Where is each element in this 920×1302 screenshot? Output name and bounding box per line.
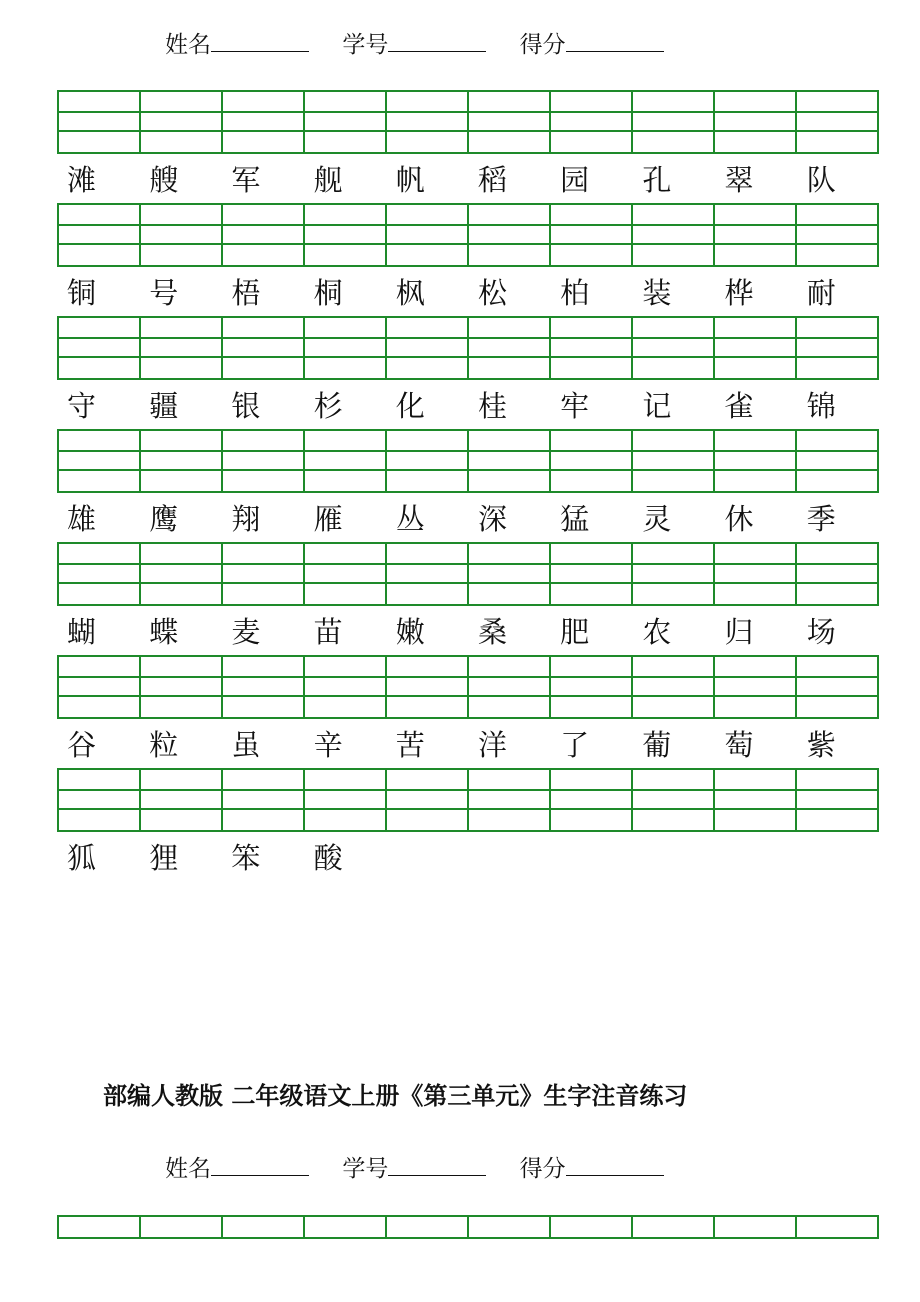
hanzi-character: 园 — [560, 163, 590, 197]
hanzi-character: 翔 — [231, 502, 261, 536]
pinyin-cell[interactable] — [633, 1217, 715, 1237]
pinyin-cell[interactable] — [59, 92, 141, 152]
hanzi-character: 艘 — [149, 163, 179, 197]
pinyin-cell[interactable] — [305, 657, 387, 717]
hanzi-character: 守 — [67, 389, 97, 423]
pinyin-cell[interactable] — [633, 205, 715, 265]
hanzi-character: 翠 — [724, 163, 754, 197]
hanzi-character: 锦 — [806, 389, 836, 423]
character-row-7 — [57, 838, 879, 878]
hanzi-character: 柏 — [560, 276, 590, 310]
score-field-2[interactable]: 得分 — [520, 1150, 664, 1183]
pinyin-cell[interactable] — [715, 657, 797, 717]
hanzi-character: 麦 — [231, 615, 261, 649]
name-field-2[interactable]: 姓名 — [165, 1150, 309, 1183]
hanzi-character: 桑 — [477, 615, 507, 649]
pinyin-cell[interactable] — [305, 205, 387, 265]
pinyin-cell[interactable] — [141, 1217, 223, 1237]
character-row-2 — [57, 273, 879, 313]
student-number-field[interactable]: 学号 — [342, 26, 486, 59]
pinyin-cell[interactable] — [223, 205, 305, 265]
pinyin-cell[interactable] — [469, 318, 551, 378]
pinyin-cell[interactable] — [59, 1217, 141, 1237]
hanzi-character: 虽 — [231, 728, 261, 762]
pinyin-grid-5 — [57, 542, 879, 606]
pinyin-cell[interactable] — [715, 770, 797, 830]
hanzi-character: 萄 — [724, 728, 754, 762]
hanzi-character: 蝴 — [67, 615, 97, 649]
pinyin-cell[interactable] — [223, 1217, 305, 1237]
hanzi-character: 枫 — [395, 276, 425, 310]
pinyin-cell[interactable] — [305, 318, 387, 378]
score-field[interactable]: 得分 — [520, 26, 664, 59]
pinyin-cell[interactable] — [797, 431, 877, 491]
pinyin-cell[interactable] — [305, 92, 387, 152]
pinyin-cell[interactable] — [387, 770, 469, 830]
pinyin-cell[interactable] — [797, 1217, 877, 1237]
pinyin-cell[interactable] — [59, 318, 141, 378]
hanzi-character: 场 — [806, 615, 836, 649]
student-info-top — [165, 26, 765, 56]
hanzi-character: 辛 — [313, 728, 343, 762]
pinyin-cell[interactable] — [387, 318, 469, 378]
pinyin-cell[interactable] — [551, 544, 633, 604]
hanzi-character: 梧 — [231, 276, 261, 310]
pinyin-cell[interactable] — [387, 1217, 469, 1237]
hanzi-character: 季 — [806, 502, 836, 536]
hanzi-character: 化 — [395, 389, 425, 423]
pinyin-cell[interactable] — [141, 205, 223, 265]
pinyin-cell[interactable] — [223, 770, 305, 830]
hanzi-character: 孔 — [642, 163, 672, 197]
character-row-5 — [57, 612, 879, 652]
pinyin-cell[interactable] — [797, 92, 877, 152]
character-row-3 — [57, 386, 879, 426]
pinyin-cell[interactable] — [551, 431, 633, 491]
hanzi-character: 谷 — [67, 728, 97, 762]
pinyin-cell[interactable] — [141, 318, 223, 378]
hanzi-character: 号 — [149, 276, 179, 310]
pinyin-cell[interactable] — [633, 92, 715, 152]
pinyin-cell[interactable] — [387, 205, 469, 265]
hanzi-character: 休 — [724, 502, 754, 536]
hanzi-character: 牢 — [560, 389, 590, 423]
pinyin-cell[interactable] — [469, 431, 551, 491]
hanzi-character: 粒 — [149, 728, 179, 762]
pinyin-cell[interactable] — [387, 544, 469, 604]
pinyin-cell[interactable] — [469, 770, 551, 830]
pinyin-grid-4 — [57, 429, 879, 493]
pinyin-grid-next-page — [57, 1215, 879, 1239]
hanzi-character: 稻 — [477, 163, 507, 197]
hanzi-character: 桐 — [313, 276, 343, 310]
pinyin-cell[interactable] — [305, 544, 387, 604]
pinyin-grid-2 — [57, 203, 879, 267]
pinyin-cell[interactable] — [469, 1217, 551, 1237]
pinyin-grid-3 — [57, 316, 879, 380]
pinyin-cell[interactable] — [469, 657, 551, 717]
pinyin-cell[interactable] — [633, 318, 715, 378]
hanzi-character: 铜 — [67, 276, 97, 310]
hanzi-character: 雁 — [313, 502, 343, 536]
pinyin-cell[interactable] — [715, 205, 797, 265]
pinyin-cell[interactable] — [551, 92, 633, 152]
hanzi-character: 松 — [477, 276, 507, 310]
pinyin-cell[interactable] — [551, 318, 633, 378]
hanzi-character: 雄 — [67, 502, 97, 536]
hanzi-character: 桦 — [724, 276, 754, 310]
hanzi-character: 桂 — [477, 389, 507, 423]
hanzi-character: 灵 — [642, 502, 672, 536]
name-field[interactable]: 姓名 — [165, 26, 309, 59]
pinyin-cell[interactable] — [551, 205, 633, 265]
character-row-1 — [57, 160, 879, 200]
pinyin-cell[interactable] — [633, 544, 715, 604]
pinyin-cell[interactable] — [469, 544, 551, 604]
student-info-bottom — [165, 1150, 765, 1180]
hanzi-character: 银 — [231, 389, 261, 423]
pinyin-cell[interactable] — [59, 770, 141, 830]
pinyin-cell[interactable] — [223, 657, 305, 717]
pinyin-cell[interactable] — [223, 92, 305, 152]
hanzi-character: 鹰 — [149, 502, 179, 536]
pinyin-cell[interactable] — [141, 770, 223, 830]
hanzi-character: 笨 — [231, 841, 261, 875]
hanzi-character: 苗 — [313, 615, 343, 649]
hanzi-character: 舰 — [313, 163, 343, 197]
hanzi-character: 紫 — [806, 728, 836, 762]
pinyin-cell[interactable] — [387, 431, 469, 491]
pinyin-grid-7 — [57, 768, 879, 832]
pinyin-cell[interactable] — [715, 1217, 797, 1237]
hanzi-character: 酸 — [313, 841, 343, 875]
pinyin-cell[interactable] — [797, 318, 877, 378]
pinyin-grid-1 — [57, 90, 879, 154]
pinyin-cell[interactable] — [305, 770, 387, 830]
pinyin-cell[interactable] — [715, 431, 797, 491]
pinyin-cell[interactable] — [715, 92, 797, 152]
pinyin-cell[interactable] — [223, 431, 305, 491]
pinyin-cell[interactable] — [797, 205, 877, 265]
hanzi-character: 狐 — [67, 841, 97, 875]
hanzi-character: 深 — [477, 502, 507, 536]
hanzi-character: 杉 — [313, 389, 343, 423]
hanzi-character: 帆 — [395, 163, 425, 197]
hanzi-character: 耐 — [806, 276, 836, 310]
pinyin-cell[interactable] — [387, 657, 469, 717]
hanzi-character: 葡 — [642, 728, 672, 762]
pinyin-cell[interactable] — [551, 1217, 633, 1237]
character-row-4 — [57, 499, 879, 539]
pinyin-cell[interactable] — [387, 92, 469, 152]
pinyin-cell[interactable] — [59, 657, 141, 717]
character-row-6 — [57, 725, 879, 765]
pinyin-cell[interactable] — [305, 431, 387, 491]
hanzi-character: 丛 — [395, 502, 425, 536]
pinyin-cell[interactable] — [223, 318, 305, 378]
pinyin-cell[interactable] — [551, 657, 633, 717]
pinyin-cell[interactable] — [141, 92, 223, 152]
pinyin-cell[interactable] — [141, 657, 223, 717]
pinyin-cell[interactable] — [633, 431, 715, 491]
pinyin-cell[interactable] — [633, 657, 715, 717]
hanzi-character: 苦 — [395, 728, 425, 762]
pinyin-cell[interactable] — [59, 205, 141, 265]
hanzi-character: 了 — [560, 728, 590, 762]
pinyin-cell[interactable] — [715, 318, 797, 378]
pinyin-cell[interactable] — [141, 544, 223, 604]
pinyin-cell[interactable] — [59, 431, 141, 491]
hanzi-character: 疆 — [149, 389, 179, 423]
hanzi-character: 农 — [642, 615, 672, 649]
pinyin-cell[interactable] — [141, 431, 223, 491]
pinyin-cell[interactable] — [551, 770, 633, 830]
pinyin-cell[interactable] — [633, 770, 715, 830]
worksheet-title: 部编人教版 二年级语文上册《第三单元》生字注音练习 — [103, 1082, 688, 1110]
hanzi-character: 雀 — [724, 389, 754, 423]
pinyin-cell[interactable] — [797, 770, 877, 830]
pinyin-cell[interactable] — [797, 657, 877, 717]
pinyin-cell[interactable] — [469, 92, 551, 152]
pinyin-cell[interactable] — [223, 544, 305, 604]
pinyin-grid-6 — [57, 655, 879, 719]
hanzi-character: 蝶 — [149, 615, 179, 649]
pinyin-cell[interactable] — [59, 544, 141, 604]
hanzi-character: 装 — [642, 276, 672, 310]
hanzi-character: 归 — [724, 615, 754, 649]
hanzi-character: 猛 — [560, 502, 590, 536]
hanzi-character: 洋 — [477, 728, 507, 762]
student-number-field-2[interactable]: 学号 — [342, 1150, 486, 1183]
pinyin-cell[interactable] — [715, 544, 797, 604]
pinyin-cell[interactable] — [305, 1217, 387, 1237]
hanzi-character: 嫩 — [395, 615, 425, 649]
hanzi-character: 滩 — [67, 163, 97, 197]
hanzi-character: 肥 — [560, 615, 590, 649]
pinyin-cell[interactable] — [469, 205, 551, 265]
hanzi-character: 狸 — [149, 841, 179, 875]
hanzi-character: 队 — [806, 163, 836, 197]
hanzi-character: 军 — [231, 163, 261, 197]
pinyin-cell[interactable] — [797, 544, 877, 604]
hanzi-character: 记 — [642, 389, 672, 423]
